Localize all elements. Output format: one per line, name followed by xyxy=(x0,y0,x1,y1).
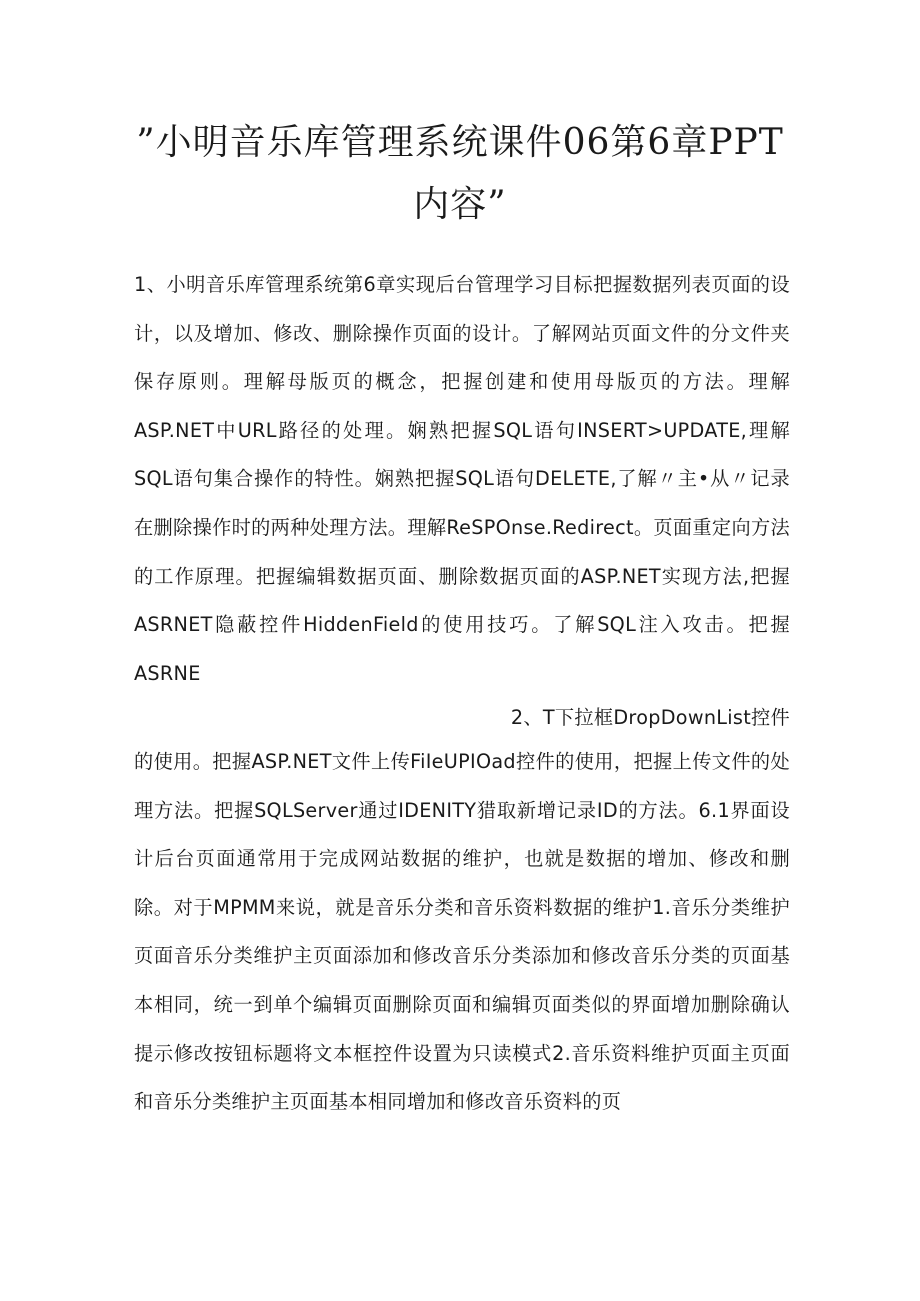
paragraph-2: 的使用。把握ASP.NET文件上传FiIeUPIOad控件的使用，把握上传文件的处理方法。把握SQLServer通过IDENITY猎取新增记录ID的方法。6.1界面设计后台页面通常用于完成网站数据的维护，也就是数据的增加、修改和删除。对于MPMM来说，就是音乐分类和音乐资料数据的维护1.音乐分类维护页面音乐分类维护主页面添加和修改音乐分类添加和修改音乐分类的页面基本相同，统一到单个编辑页面删除页面和编辑页面类似的界面增加删除确认提示修改按钮标题将文本框控件设置为只读模式2.音乐资料维护页面主页面和音乐分类维护主页面基本相同增加和修改音乐资料的页 xyxy=(134,750,790,1114)
document-title xyxy=(120,112,800,236)
title-line-2: 内容” xyxy=(413,184,507,225)
paragraph-2-first-line: 2、T下拉框DropDownList控件 xyxy=(510,706,790,729)
title-line-1: ”小明音乐库管理系统课件06第6章PPT xyxy=(136,122,784,163)
paragraph-1: 1、小明音乐库管理系统第6章实现后台管理学习目标把握数据列表页面的设计，以及增加、修改、删除操作页面的设计。了解网站页面文件的分文件夹保存原则。理解母版页的概念，把握创建和使用母版页的方法。理解ASP.NET中URL路径的处理。娴熟把握SQL语句INSERT>UPDATE,理解SQL语句集合操作的特性。娴熟把握SQL语句DELETE,了解〃主•从〃记录在删除操作时的两种处理方法。理解ReSPOnse.Redirect。页面重定向方法的工作原理。把握编辑数据页面、删除数据页面的ASP.NET实现方法,把握ASRNET隐蔽控件HiddenField的使用技巧。了解SQL注入攻击。把握ASRNE xyxy=(134,273,790,685)
